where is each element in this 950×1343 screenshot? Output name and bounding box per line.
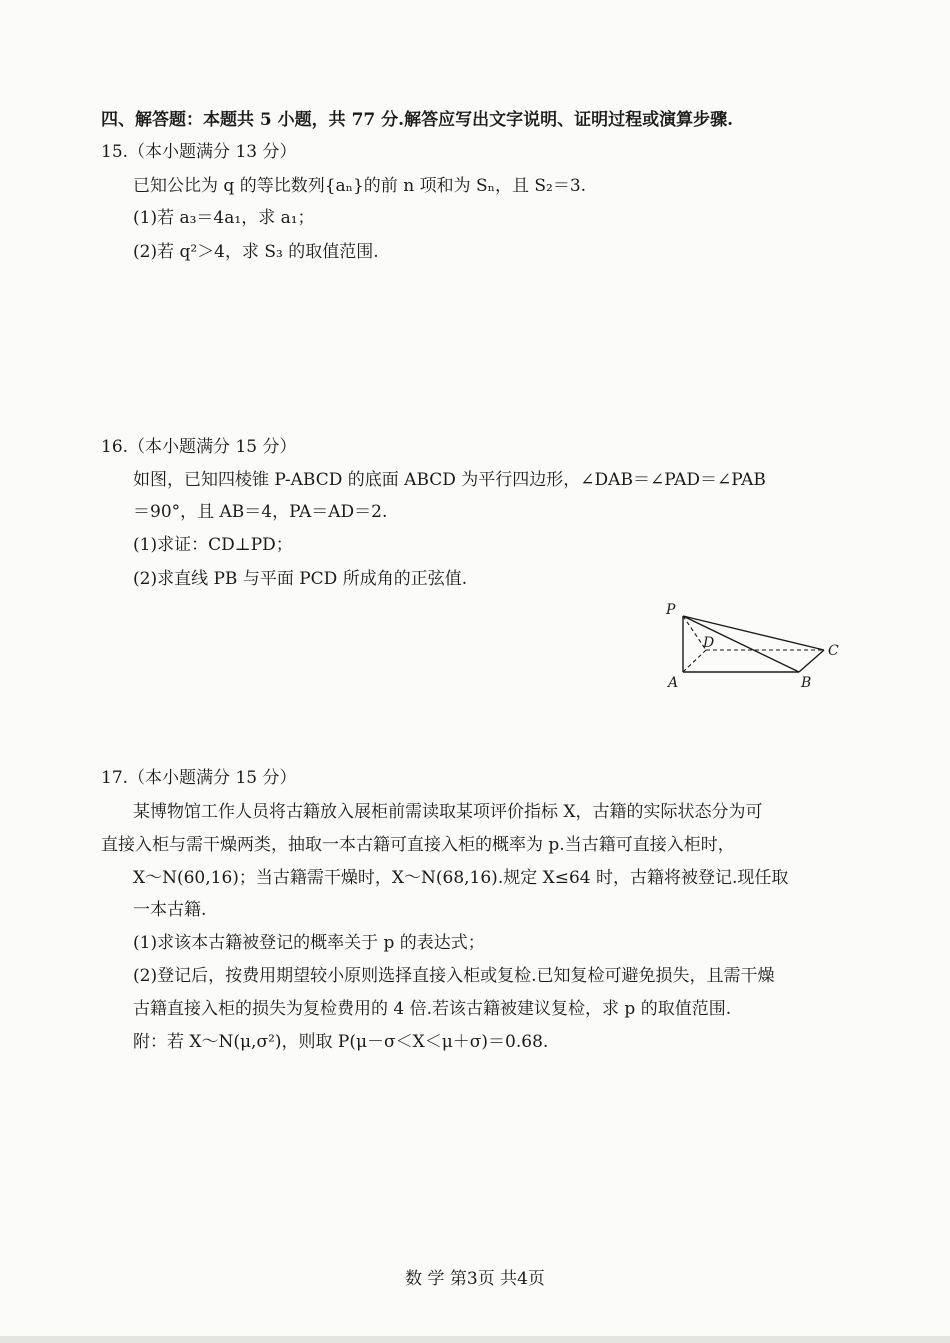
label-C: C xyxy=(828,643,839,659)
edge-PB xyxy=(683,616,799,672)
q17-stem-line1: 某博物馆工作人员将古籍放入展柜前需读取某项评价指标 X，古籍的实际状态分为可 xyxy=(133,802,763,822)
q16-stem-line2: ＝90°，且 AB＝4，PA＝AD＝2. xyxy=(133,502,388,522)
page-footer: 数 学 第3页 共4页 xyxy=(405,1269,545,1289)
section-heading: 四、解答题：本题共 5 小题，共 77 分.解答应写出文字说明、证明过程或演算步骤. xyxy=(101,110,733,130)
q17-header: 17.（本小题满分 15 分） xyxy=(101,768,297,788)
q15-part1: (1)若 a₃＝4a₁，求 a₁； xyxy=(133,208,315,228)
pyramid-figure xyxy=(662,598,852,694)
q17-stem-line4: 一本古籍. xyxy=(133,900,207,920)
q16-part1: (1)求证：CD⊥PD； xyxy=(133,535,293,555)
q17-appendix: 附：若 X～N(μ,σ²)，则取 P(μ－σ＜X＜μ＋σ)＝0.68. xyxy=(133,1032,549,1052)
label-P: P xyxy=(666,602,676,618)
q17-part2-line1: (2)登记后，按费用期望较小原则选择直接入柜或复检.已知复检可避免损失，且需干燥 xyxy=(133,966,775,986)
q15-header: 15.（本小题满分 13 分） xyxy=(101,142,297,162)
q17-part2-line2: 古籍直接入柜的损失为复检费用的 4 倍.若该古籍被建议复检，求 p 的取值范围. xyxy=(133,999,732,1019)
label-D: D xyxy=(703,635,715,651)
q16-part2: (2)求直线 PB 与平面 PCD 所成角的正弦值. xyxy=(133,569,468,589)
edge-BC xyxy=(799,650,824,672)
q17-stem-line3: X～N(60,16)；当古籍需干燥时，X～N(68,16).规定 X≤64 时，古籍将被登记.现任取 xyxy=(133,868,789,888)
label-A: A xyxy=(668,675,679,691)
q17-stem-line2: 直接入柜与需干燥两类，抽取一本古籍可直接入柜的概率为 p.当古籍可直接入柜时， xyxy=(101,835,735,855)
scan-edge xyxy=(0,1336,950,1343)
q15-stem: 已知公比为 q 的等比数列{aₙ}的前 n 项和为 Sₙ，且 S₂＝3. xyxy=(133,176,587,196)
q15-part2: (2)若 q²＞4，求 S₃ 的取值范围. xyxy=(133,242,379,262)
q16-stem-line1: 如图，已知四棱锥 P-ABCD 的底面 ABCD 为平行四边形，∠DAB＝∠PAD＝∠PAB xyxy=(133,470,766,490)
q16-header: 16.（本小题满分 15 分） xyxy=(101,437,297,457)
edge-AD xyxy=(683,650,706,672)
q17-part1: (1)求该本古籍被登记的概率关于 p 的表达式； xyxy=(133,933,485,953)
label-B: B xyxy=(801,675,812,691)
